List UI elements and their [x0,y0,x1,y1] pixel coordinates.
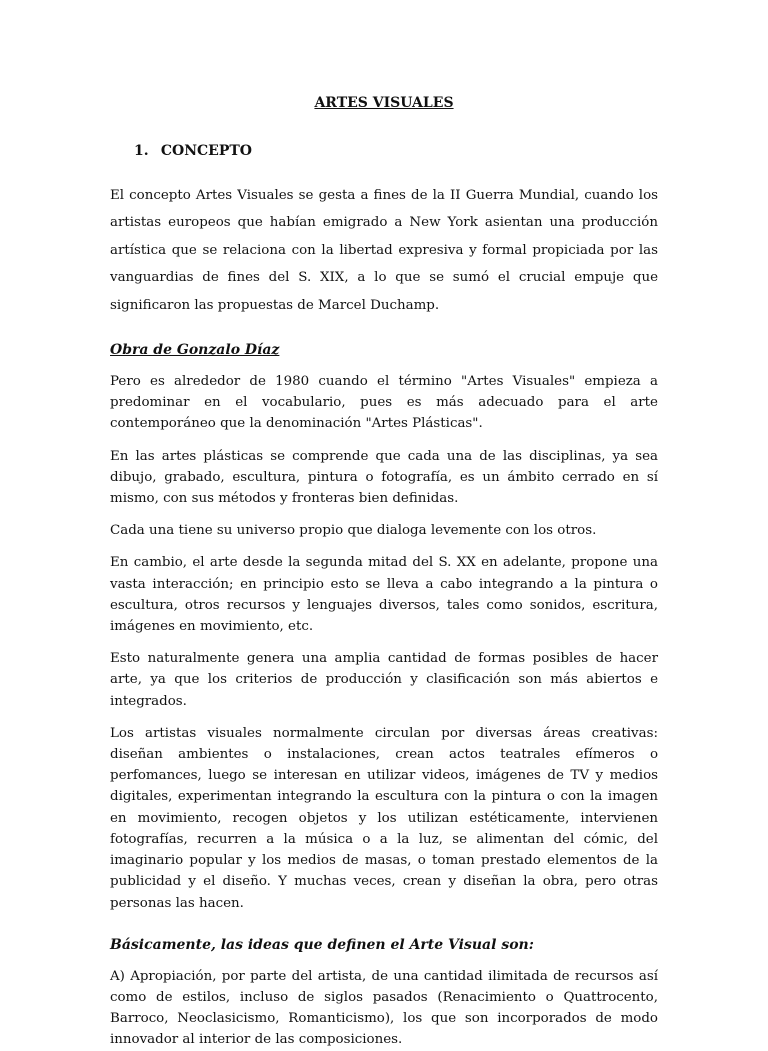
paragraph-2: En las artes plásticas se comprende que cada una de las disciplinas, ya sea dibujo, grabado, escultura, pintura o fotografía, es un ámbito cerrado en sí mismo, con sus métodos y fronteras bien definidas. [110,448,658,507]
paragraph-6: Los artistas visuales normalmente circulan por diversas áreas creativas: diseñan ambientes o instalaciones, crean actos teatrales efímeros o perfomances, luego se interesan en utilizar videos, imágenes de TV y medios digitales, experimentan integrando la escultura con la pintura o con la imagen en movimiento, recogen objetos y los utilizan estéticamente, intervienen fotografías, recurren a la música o a la luz, se alimentan del cómic, del imaginario popular y los medios de masas, o toman prestado elementos de la publicidad y el diseño. Y muchas veces, crean y diseñan la obra, pero otras personas las hacen. [110,725,658,911]
ideas-heading: Básicamente, las ideas que definen el Arte Visual son: [110,936,534,953]
paragraph-5: Esto naturalmente genera una amplia cantidad de formas posibles de hacer arte, ya que los criterios de producción y clasificación son más abiertos e integrados. [110,651,658,709]
paragraph-1: Pero es alrededor de 1980 cuando el término "Artes Visuales" empieza a predominar en el vocabulario, pues es más adecuado para el arte contemporáneo que la denominación "Artes Plásticas". [110,374,658,432]
section-label: CONCEPTO [160,143,252,159]
section-heading [110,142,658,160]
idea-a-paragraph: A) Apropiación, por parte del artista, de una cantidad ilimitada de recursos así como de estilos, incluso de siglos pasados (Renacimiento o Quattrocento, Barroco, Neoclasicismo, Romanticismo), los que son incorporados de modo innovador al interior de las composiciones. [110,968,658,1048]
subheading-obra: Obra de Gonzalo Díaz [110,342,280,359]
paragraph-3: Cada una tiene su universo propio que dialoga levemente con los otros. [110,523,597,539]
section-number: 1. [134,143,149,159]
page-title: ARTES VISUALES [314,95,454,111]
intro-paragraph: El concepto Artes Visuales se gesta a fines de la II Guerra Mundial, cuando los artistas europeos que habían emigrado a New York asientan una producción artística que se relaciona con la libertad expresiva y formal propiciada por las vanguardias de fines del S. XIX, a lo que se sumó el crucial empuje que significaron las propuestas de Marcel Duchamp. [110,188,658,313]
paragraph-4: En cambio, el arte desde la segunda mitad del S. XX en adelante, propone una vasta interacción; en principio esto se lleva a cabo integrando a la pintura o escultura, otros recursos y lenguajes diversos, tales como sonidos, escritura, imágenes en movimiento, etc. [110,555,658,635]
